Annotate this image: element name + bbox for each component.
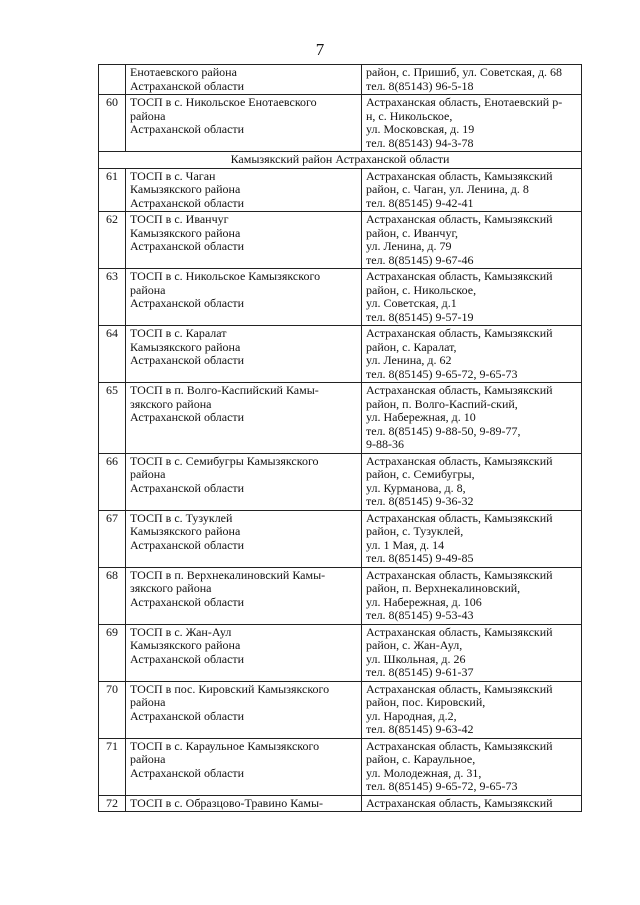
table-row	[99, 510, 582, 567]
office-name-line: Астраханской области	[130, 651, 245, 666]
table-row	[99, 681, 582, 738]
row-number: 64	[99, 326, 126, 383]
office-name	[126, 567, 362, 624]
table-row	[99, 624, 582, 681]
office-name	[126, 453, 362, 510]
office-name-line: района	[130, 108, 166, 123]
office-name	[126, 65, 362, 95]
row-number: 62	[99, 212, 126, 269]
office-address-line: тел. 8(85145) 9-63-42	[366, 722, 474, 736]
office-name	[126, 95, 362, 152]
office-address-line: район, с. Тузуклей,	[366, 524, 464, 538]
office-name	[126, 738, 362, 795]
office-address-line: тел. 8(85145) 9-65-72, 9-65-73	[366, 779, 518, 793]
office-name-line: ТОСП в п. Верхнекалиновский Камы-	[130, 567, 326, 582]
office-name	[126, 269, 362, 326]
office-address	[362, 326, 582, 383]
office-name-line: Камызякского района	[130, 182, 241, 196]
office-address	[362, 738, 582, 795]
office-name-line: Астраханской области	[130, 122, 245, 136]
office-address-line: ул. Ленина, д. 62	[366, 353, 452, 367]
office-name-line: Камызякского района	[130, 225, 241, 240]
page-number: 7	[315, 40, 325, 59]
row-number: 63	[99, 269, 126, 326]
office-address-line: Астраханская область, Камызякский	[366, 624, 553, 639]
table-row	[99, 453, 582, 510]
row-number: 60	[99, 95, 126, 152]
office-address-line: ул. Набережная, д. 10	[366, 410, 476, 424]
office-address	[362, 65, 582, 95]
office-name-line: ТОСП в п. Волго-Каспийский Камы-	[130, 383, 319, 397]
row-number: 65	[99, 383, 126, 454]
office-address-line: ул. Молодежная, д. 31,	[366, 765, 482, 780]
office-address	[362, 510, 582, 567]
office-address-line: район, с. Чаган, ул. Ленина, д. 8	[366, 182, 529, 196]
office-name-line: ТОСП в с. Иванчуг	[130, 212, 229, 226]
office-address	[362, 269, 582, 326]
office-address-line: Астраханская область, Камызякский	[366, 453, 553, 468]
office-name-line: ТОСП в с. Семибугры Камызякского	[130, 453, 319, 468]
table-row	[99, 212, 582, 269]
office-address-line: 9-88-36	[366, 437, 404, 451]
office-name	[126, 795, 362, 812]
office-address-line: тел. 8(85145) 9-61-37	[366, 665, 474, 679]
office-name	[126, 168, 362, 212]
office-address-line: тел. 8(85143) 94-3-78	[366, 135, 474, 150]
office-name-line: Астраханской области	[130, 537, 245, 552]
office-name	[126, 624, 362, 681]
office-address	[362, 681, 582, 738]
office-name-line: Астраханской области	[130, 353, 245, 367]
office-address	[362, 168, 582, 212]
office-address-line: ул. Набережная, д. 106	[366, 594, 482, 609]
office-address	[362, 95, 582, 152]
office-name-line: Камызякского района	[130, 524, 241, 538]
office-name	[126, 212, 362, 269]
office-name-line: Астраханской области	[130, 78, 245, 93]
office-address-line: тел. 8(85145) 9-88-50, 9-89-77,	[366, 423, 521, 438]
office-name	[126, 681, 362, 738]
office-address-line: тел. 8(85145) 9-36-32	[366, 494, 474, 508]
office-address-line: Астраханская область, Камызякский	[366, 212, 553, 226]
office-address-line: н, с. Никольское,	[366, 108, 453, 123]
office-address-line: Астраханская область, Енотаевский р-	[366, 95, 563, 109]
office-address-line: Астраханская область, Камызякский	[366, 383, 553, 397]
office-address-line: ул. Народная, д.2,	[366, 708, 457, 723]
table-row	[99, 383, 582, 454]
office-address-line: район, с. Пришиб, ул. Советская, д. 68	[366, 65, 563, 79]
table-row	[99, 168, 582, 212]
office-address	[362, 624, 582, 681]
table-row	[99, 95, 582, 152]
offices-table-body	[99, 65, 582, 812]
office-name-line: Астраханской области	[130, 239, 245, 253]
office-name-line: Камызякского района	[130, 339, 241, 354]
office-address	[362, 795, 582, 812]
office-address-line: ул. Советская, д.1	[366, 296, 457, 310]
office-name-line: ТОСП в с. Тузуклей	[130, 510, 233, 525]
office-address-line: Астраханская область, Камызякский	[366, 326, 553, 340]
table-row	[99, 65, 582, 95]
row-number: 72	[99, 795, 126, 812]
office-name-line: Астраханской области	[130, 708, 245, 723]
section-title: Камызякский район Астраханской области	[99, 152, 582, 169]
row-number	[99, 65, 126, 95]
office-address-line: район, п. Верхнекалиновский,	[366, 581, 521, 595]
office-address-line: ул. Школьная, д. 26	[366, 651, 466, 666]
office-address-line: район, с. Каралат,	[366, 339, 457, 354]
office-name-line: ТОСП в с. Каралат	[130, 326, 227, 340]
office-address-line: тел. 8(85145) 9-67-46	[366, 252, 474, 267]
office-name	[126, 326, 362, 383]
office-address-line: Астраханская область, Камызякский	[366, 269, 553, 283]
office-name-line: Енотаевского района	[130, 65, 237, 79]
office-address-line: Астраханская область, Камызякский	[366, 738, 553, 753]
office-address-line: ул. 1 Мая, д. 14	[366, 537, 445, 552]
row-number: 69	[99, 624, 126, 681]
office-name-line: района	[130, 752, 166, 766]
table-row	[99, 269, 582, 326]
offices-table	[98, 64, 582, 812]
office-address-line: ул. Московская, д. 19	[366, 122, 475, 136]
office-address-line: район, пос. Кировский,	[366, 695, 486, 709]
office-address-line: тел. 8(85145) 9-53-43	[366, 608, 474, 622]
office-name	[126, 510, 362, 567]
section-row	[99, 152, 582, 169]
office-address-line: ул. Ленина, д. 79	[366, 239, 452, 253]
office-address-line: район, с. Жан-Аул,	[366, 638, 463, 652]
office-address	[362, 453, 582, 510]
office-name-line: Астраханской области	[130, 410, 245, 424]
table-row	[99, 738, 582, 795]
office-address-line: тел. 8(85145) 9-49-85	[366, 551, 474, 565]
office-address-line: тел. 8(85145) 9-65-72, 9-65-73	[366, 366, 518, 381]
office-name-line: ТОСП в пос. Кировский Камызякского	[130, 681, 330, 696]
office-name	[126, 383, 362, 454]
office-address-line: тел. 8(85145) 9-42-41	[366, 195, 474, 210]
office-address-line: Астраханская область, Камызякский	[366, 795, 553, 810]
office-address	[362, 212, 582, 269]
office-name-line: ТОСП в с. Образцово-Травино Камы-	[130, 795, 324, 810]
row-number: 71	[99, 738, 126, 795]
office-name-line: района	[130, 282, 166, 297]
office-name-line: Астраханской области	[130, 594, 245, 609]
office-name-line: района	[130, 695, 166, 709]
office-address	[362, 567, 582, 624]
table-row	[99, 567, 582, 624]
office-address-line: Астраханская область, Камызякский	[366, 681, 553, 696]
office-address-line: тел. 8(85143) 96-5-18	[366, 78, 474, 93]
office-name-line: Астраханской области	[130, 765, 245, 780]
row-number: 66	[99, 453, 126, 510]
office-address-line: район, с. Караульное,	[366, 752, 476, 766]
office-name-line: зякского района	[130, 396, 212, 411]
office-name-line: Астраханской области	[130, 480, 245, 495]
office-address-line: район, п. Волго-Каспий-ский,	[366, 396, 518, 411]
office-address-line: Астраханская область, Камызякский	[366, 567, 553, 582]
row-number: 68	[99, 567, 126, 624]
office-name-line: района	[130, 467, 166, 481]
table-row	[99, 795, 582, 812]
office-address	[362, 383, 582, 454]
office-address-line: Астраханская область, Камызякский	[366, 168, 553, 183]
office-name-line: ТОСП в с. Жан-Аул	[130, 624, 232, 639]
office-address-line: ул. Курманова, д. 8,	[366, 480, 466, 495]
office-name-line: ТОСП в с. Никольское Камызякского	[130, 269, 321, 283]
office-name-line: ТОСП в с. Никольское Енотаевского	[130, 95, 317, 109]
office-name-line: зякского района	[130, 581, 212, 595]
office-address-line: район, с. Семибугры,	[366, 467, 475, 481]
office-address-line: тел. 8(85145) 9-57-19	[366, 309, 474, 324]
office-name-line: Астраханской области	[130, 296, 245, 310]
office-name-line: Камызякского района	[130, 638, 241, 652]
office-name-line: ТОСП в с. Чаган	[130, 168, 216, 183]
office-name-line: ТОСП в с. Караульное Камызякского	[130, 738, 320, 753]
row-number: 61	[99, 168, 126, 212]
office-name-line: Астраханской области	[130, 195, 245, 210]
office-address-line: район, с. Никольское,	[366, 282, 477, 297]
office-address-line: Астраханская область, Камызякский	[366, 510, 553, 525]
table-row	[99, 326, 582, 383]
office-address-line: район, с. Иванчуг,	[366, 225, 459, 240]
row-number: 70	[99, 681, 126, 738]
row-number: 67	[99, 510, 126, 567]
